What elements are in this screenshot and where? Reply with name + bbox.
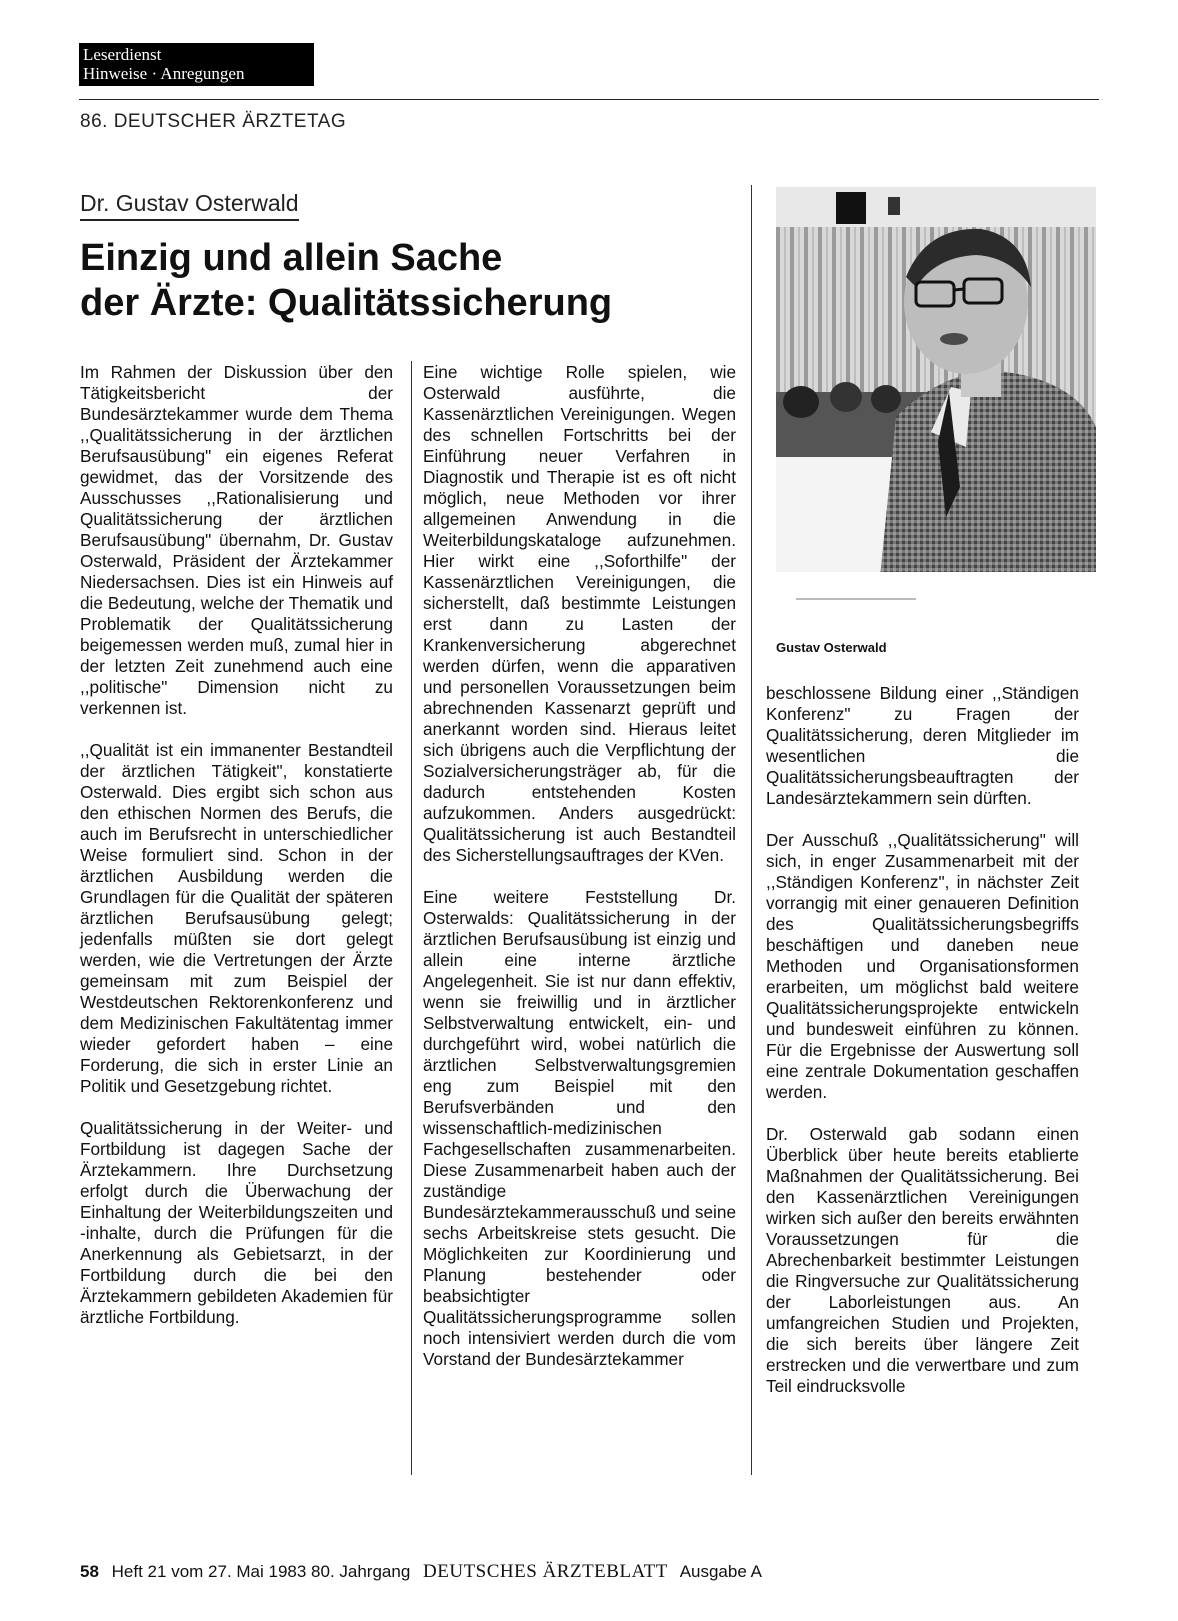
paragraph: Eine wichtige Rolle spielen, wie Osterwald ausführte, die Kassenärztlichen Vereinigungen. Wegen des schnellen Fortschritts bei der Einführung neuer Verfahren in Diagnostik und Therapie ist es oft nicht möglich, neue Methoden vor ihrer allgemeinen Anwendung in die Weiterbildungskataloge aufzunehmen. Hier wirkt eine ,,Soforthilfe" der Kassenärztlichen Vereinigungen, die sicherstellt, daß bestimmte Leistungen erst dann zu Lasten der Krankenversicherung abgerechnet werden dürfen, wenn die apparativen und personellen Voraussetzungen beim abrechnenden Kassenarzt geprüft und anerkannt worden sind. Hieraus leitet sich übrigens auch die Verpflichtung der Sozialversicherungsträger ab, für die dadurch entstehenden Kosten aufzukommen. Anders ausgedrückt: Qualitätssicherung ist auch Bestandteil des Sicherstellungsauftrages der KVen. [423, 362, 736, 865]
page-number: 58 [80, 1562, 99, 1581]
page-footer [80, 1561, 762, 1583]
column-rule [751, 185, 752, 1475]
edition: Ausgabe A [679, 1562, 762, 1581]
section-label-line2: Hinweise · Anregungen [83, 64, 245, 83]
paragraph: beschlossene Bildung einer ,,Ständigen Konferenz" zu Fragen der Qualitätssicherung, deren Mitglieder im wesentlichen die Qualitätssicherungsbeauftragten der Landesärztekammern sein dürften. [766, 683, 1079, 808]
headline-line2: der Ärzte: Qualitätssicherung [80, 282, 613, 324]
section-label-line1: Leserdienst [83, 45, 162, 64]
paragraph: Im Rahmen der Diskussion über den Tätigkeitsbericht der Bundesärztekammer wurde dem Thema ,,Qualitätssicherung in der ärztlichen Berufsausübung" ein eigenes Referat gewidmet, das der Vorsitzende des Ausschusses ,,Rationalisierung und Qualitätssicherung der ärztlichen Berufsausübung" übernahm, Dr. Gustav Osterwald, Präsident der Ärztekammer Niedersachsen. Dies ist ein Hinweis auf die Bedeutung, welche der Thematik und Problematik der Qualitätssicherung beigemessen werden muß, zumal hier in der letzten Zeit zunehmend auch eine ,,politische" Dimension nicht zu verkennen ist. [80, 362, 393, 718]
column-rule [411, 361, 412, 1475]
paragraph: Qualitätssicherung in der Weiter- und Fortbildung ist dagegen Sache der Ärztekammern. Ihre Durchsetzung erfolgt durch die Überwachung der Einhaltung der Weiterbildungszeiten und -inhalte, durch die Prüfungen für die Anerkennung als Gebietsarzt, in der Fortbildung durch die bei den Ärztekammern gebildeten Akademien für ärztliche Fortbildung. [80, 1118, 393, 1327]
paragraph: Dr. Osterwald gab sodann einen Überblick über heute bereits etablierte Maßnahmen der Qualitätssicherung. Bei den Kassenärztlichen Vereinigungen wirken sich außer den bereits erwähnten Voraussetzungen für die Abrechenbarkeit bestimmter Leistungen die Ringversuche zur Qualitätssicherung der Laborleistungen aus. An umfangreichen Studien und Projekten, die sich bereits über längere Zeit erstrecken und die verwertbare und zum Teil eindrucksvolle [766, 1124, 1079, 1396]
paragraph: ,,Qualität ist ein immanenter Bestandteil der ärztlichen Tätigkeit", konstatierte Osterwald. Dies ergibt sich schon aus den ethischen Normen des Berufs, die auch im Berufsrecht in unterschiedlicher Weise formuliert sind. Schon in der ärztlichen Ausbildung werden die Grundlagen für die Qualität der späteren ärztlichen Berufsausübung gelegt; jedenfalls müßten sie dort gelegt werden, wie die Vertretungen der Ärzte gemeinsam mit zum Beispiel der Westdeutschen Rektorenkonferenz und dem Medizinischen Fakultätentag immer wieder gefordert haben – eine Forderung, die sich in erster Linie an Politik und Gesetzgebung richtet. [80, 740, 393, 1096]
photo-caption: Gustav Osterwald [776, 640, 887, 655]
article-column-1 [80, 362, 393, 1328]
paragraph: Der Ausschuß ,,Qualitätssicherung" will sich, in enger Zusammenarbeit mit der ,,Ständigen Konferenz", in nächster Zeit vorrangig mit einer genaueren Definition des Qualitätssicherungsbegriffs beschäftigen und daneben neue Methoden und Organisationsformen erarbeiten, um möglichst bald weitere Qualitätssicherungsprojekte entwickeln und bundesweit einführen zu können. Für die Ergebnisse der Auswertung soll eine zentrale Dokumentation geschaffen werden. [766, 830, 1079, 1102]
section-badge [79, 43, 314, 86]
article-column-2 [423, 362, 736, 1370]
headline-line1: Einzig und allein Sache [80, 237, 503, 279]
paragraph: Eine weitere Feststellung Dr. Osterwalds: Qualitätssicherung in der ärztlichen Berufsausübung ist einzig und allein eine interne ärztliche Angelegenheit. Sie ist nur dann effektiv, wenn sie freiwillig und in ärztlicher Selbstverwaltung entwickelt, ein- und durchgeführt wird, wobei natürlich die ärztlichen Selbstverwaltungsgremien eng zum Beispiel mit den Berufsverbänden und den wissenschaftlich-medizinischen Fachgesellschaften zusammenarbeiten. Diese Zusammenarbeit haben auch der zuständige Bundesärztekammerausschuß und seine sechs Arbeitskreise stets gesucht. Die Möglichkeiten zur Koordinierung und Planung bestehender oder beabsichtigter Qualitätssicherungsprogramme sollen noch intensiviert werden durch die vom Vorstand der Bundesärztekammer [423, 887, 736, 1369]
magazine-name: DEUTSCHES ÄRZTEBLATT [423, 1561, 668, 1582]
issue-info: Heft 21 vom 27. Mai 1983 80. Jahrgang [111, 1562, 411, 1581]
article-author: Dr. Gustav Osterwald [80, 190, 299, 221]
article-headline [80, 236, 720, 326]
kicker: 86. DEUTSCHER ÄRZTETAG [80, 111, 347, 132]
speaker-photo [776, 187, 1096, 617]
article-column-3 [766, 683, 1079, 1397]
header-rule [79, 99, 1099, 100]
